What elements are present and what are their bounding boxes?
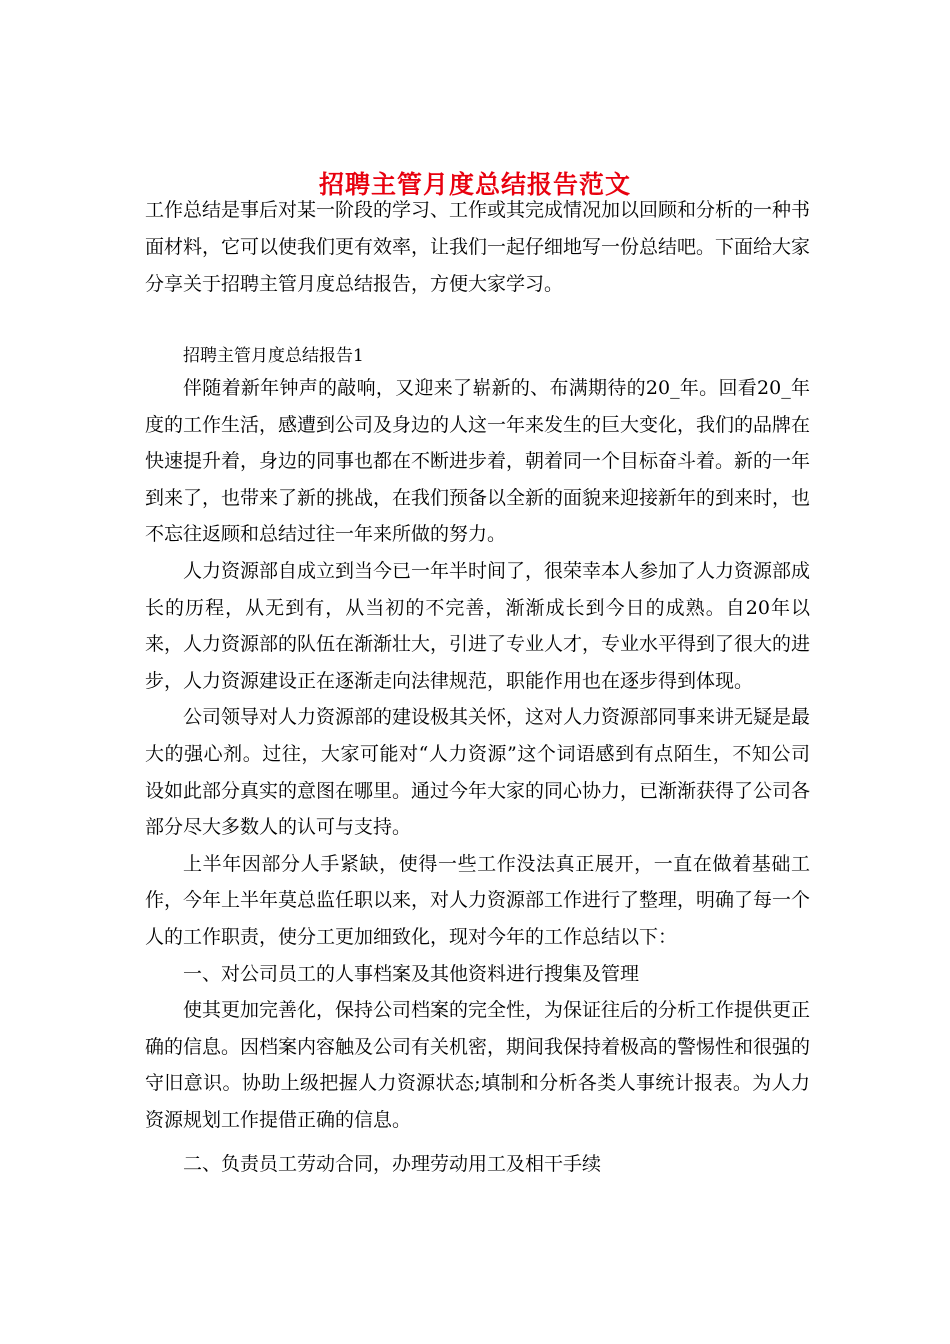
report-body	[145, 370, 810, 1183]
body-paragraph-1: 伴随着新年钟声的敲响，又迎来了崭新的、布满期待的20_年。回看20_年度的工作生活，感遭到公司及身边的人这一年来发生的巨大变化，我们的品牌在快速提升着，身边的同事也都在不断进步着，朝着同一个目标奋斗着。新的一年到来了，也带来了新的挑战，在我们预备以全新的面貌来迎接新年的到来时，也不忘往返顾和总结过往一年来所做的努力。	[145, 377, 811, 546]
item-1-heading: 一、对公司员工的人事档案及其他资料进行搜集及管理	[183, 962, 640, 985]
section-heading: 招聘主管月度总结报告1	[183, 346, 364, 366]
body-paragraph-4: 上半年因部分人手紧缺，使得一些工作没法真正展开，一直在做着基础工作，今年上半年莫总监任职以来，对人力资源部工作进行了整理，明确了每一个人的工作职责，使分工更加细致化，现对今年的工作总结以下：	[145, 852, 811, 948]
item-1-paragraph: 使其更加完善化，保持公司档案的完全性，为保证往后的分析工作提供更正确的信息。因档案内容触及公司有关机密，期间我保持着极高的警惕性和很强的守旧意识。协助上级把握人力资源状态;填制和分析各类人事统计报表。为人力资源规划工作提借正确的信息。	[145, 999, 811, 1131]
item-2-heading: 二、负责员工劳动合同，办理劳动用工及相干手续	[183, 1153, 602, 1176]
document-title: 招聘主管月度总结报告范文	[318, 169, 631, 199]
intro-paragraph: 工作总结是事后对某一阶段的学习、工作或其完成情况加以回顾和分析的一种书面材料，它可以使我们更有效率，让我们一起仔细地写一份总结吧。下面给大家分享关于招聘主管月度总结报告，方便大家学习。	[145, 199, 811, 295]
body-paragraph-2: 人力资源部自成立到当今已一年半时间了，很荣幸本人参加了人力资源部成长的历程，从无到有，从当初的不完善，渐渐成长到今日的成熟。自20年以来，人力资源部的队伍在渐渐壮大，引进了专业人才，专业水平得到了很大的进步，人力资源建设正在逐渐走向法律规范，职能作用也在逐步得到体现。	[145, 559, 811, 692]
body-paragraph-3: 公司领导对人力资源部的建设极其关怀，这对人力资源部同事来讲无疑是最大的强心剂。过往，大家可能对“人力资源”这个词语感到有点陌生，不知公司设如此部分真实的意图在哪里。通过今年大家的同心协力，已渐渐获得了公司各部分尽大多数人的认可与支持。	[145, 706, 811, 839]
